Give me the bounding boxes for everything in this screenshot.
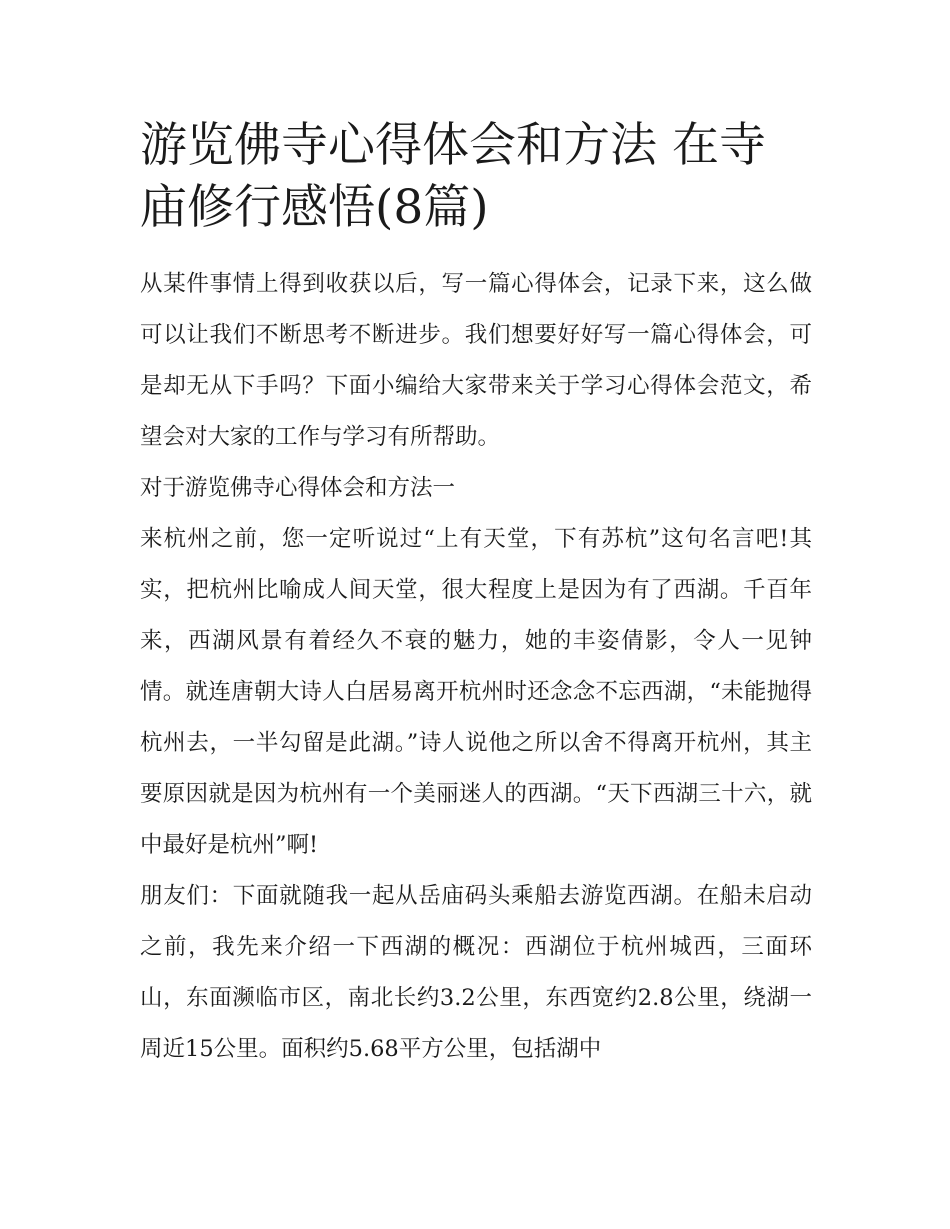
document-page: [140, 115, 812, 1075]
intro-paragraph: 从某件事情上得到收获以后，写一篇心得体会，记录下来，这么做可以让我们不断思考不断进步。我们想要好好写一篇心得体会，可是却无从下手吗？下面小编给大家带来关于学习心得体会范文，希望会对大家的工作与学习有所帮助。: [140, 271, 812, 450]
document-title: 游览佛寺心得体会和方法 在寺庙修行感悟(8篇): [140, 118, 766, 235]
section-heading: 对于游览佛寺心得体会和方法一: [140, 475, 456, 501]
body-paragraph: 朋友们：下面就随我一起从岳庙码头乘船去游览西湖。在船未启动之前，我先来介绍一下西湖的概况：西湖位于杭州城西，三面环山，东面濒临市区，南北长约3.2公里，东西宽约2.8公里，绕湖一周近15公里。面积约5.68平方公里，包括湖中: [140, 883, 812, 1062]
body-paragraph: 来杭州之前，您一定听说过“上有天堂，下有苏杭”这句名言吧!其实，把杭州比喻成人间天堂，很大程度上是因为有了西湖。千百年来，西湖风景有着经久不衰的魅力，她的丰姿倩影，令人一见钟情。就连唐朝大诗人白居易离开杭州时还念念不忘西湖，“未能抛得杭州去，一半勾留是此湖。”诗人说他之所以舍不得离开杭州，其主要原因就是因为杭州有一个美丽迷人的西湖。“天下西湖三十六，就中最好是杭州”啊!: [140, 526, 812, 858]
